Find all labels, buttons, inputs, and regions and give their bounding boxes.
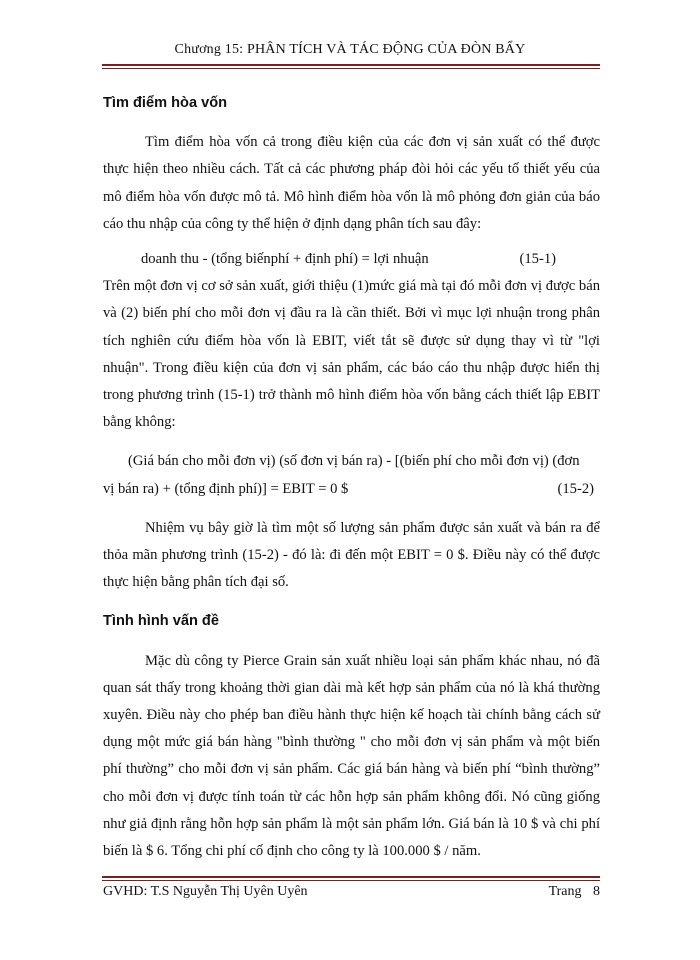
equation-number: (15-1) xyxy=(519,251,556,268)
equation-text: vị bán ra) + (tổng định phí)] = EBIT = 0 $ xyxy=(103,480,349,497)
footer-rule-thin xyxy=(102,880,600,881)
footer-page xyxy=(541,884,600,900)
section-heading-break-even: Tìm điểm hòa vốn xyxy=(103,95,228,111)
equation-15-1 xyxy=(141,246,600,273)
page-content xyxy=(103,90,600,865)
page-number: 8 xyxy=(593,884,600,899)
equation-15-2-line2 xyxy=(103,476,600,503)
footer-supervisor: GVHD: T.S Nguyễn Thị Uyên Uyên xyxy=(103,884,308,899)
page-header-title: Chương 15: PHÂN TÍCH VÀ TÁC ĐỘNG CỦA ĐÒN BẨY xyxy=(174,42,526,57)
paragraph: Nhiệm vụ bây giờ là tìm một số lượng sản phẩm được sản xuất và bán ra để thỏa mãn phương trình (15-2) - đó là: đi đến một EBIT = 0 $. Điều này có thể được thực hiện bằng phân tích đại số. xyxy=(103,519,600,591)
header-rule-thin xyxy=(102,68,600,69)
page-label: Trang xyxy=(548,884,582,899)
paragraph: Tìm điểm hòa vốn cả trong điều kiện của các đơn vị sản xuất có thể được thực hiện theo nhiều cách. Tất cả các phương pháp đòi hỏi các yếu tố thiết yếu của mô điểm hòa vốn được mô tả. Mô hình điểm hòa vốn là mô phỏng đơn giản của báo cáo thu nhập của công ty thể hiện ở định dạng phân tích sau đây: xyxy=(103,134,600,232)
section-heading-problem: Tình hình vấn đề xyxy=(103,613,219,630)
paragraph: Mặc dù công ty Pierce Grain sản xuất nhiều loại sản phẩm khác nhau, nó đã quan sát thấy trong khoảng thời gian dài mà kết hợp sản phẩm của nó là khá thường xuyên. Điều này cho phép ban điều hành thực hiện kế hoạch tài chính bằng cách sử dụng một mức giá bán hàng "bình thường " cho mỗi đơn vị sản phẩm và một biến phí thường” cho mỗi đơn vị sản phẩm. Các giá bán hàng và biến phí “bình thường” cho mỗi đơn vị được tính toán từ các hỗn hợp sản phẩm không đổi. Nó cũng giống như giả định rằng hỗn hợp sản phẩm là một sản phẩm lớn. Giá bán là 10 $ và chi phí biến là $ 6. Tổng chi phí cố định cho công ty là 100.000 $ / năm. xyxy=(103,652,600,860)
footer-rule xyxy=(102,876,600,878)
equation-number: (15-2) xyxy=(557,480,594,497)
paragraph: Trên một đơn vị cơ sở sản xuất, giới thiệu (1)mức giá mà tại đó mỗi đơn vị được bán và (2) biến phí cho mỗi đơn vị đầu ra là cần thiết. Bởi vì mục lợi nhuận trong phân tích nghiên cứu điểm hòa vốn là EBIT, viết tắt sẽ được sử dụng thay vì từ "lợi nhuận". Trong điều kiện của đơn vị sản phẩm, các báo cáo thu nhập được hiển thị trong phương trình (15-1) trở thành mô hình điểm hòa vốn bằng cách thiết lập EBIT bằng không: xyxy=(103,278,600,431)
equation-15-2-line1: (Giá bán cho mỗi đơn vị) (số đơn vị bán ra) - [(biến phí cho mỗi đơn vị) (đơn xyxy=(128,453,580,470)
header-rule xyxy=(102,64,600,66)
equation-text: doanh thu - (tổng biếnphí + định phí) = lợi nhuận xyxy=(141,251,429,268)
